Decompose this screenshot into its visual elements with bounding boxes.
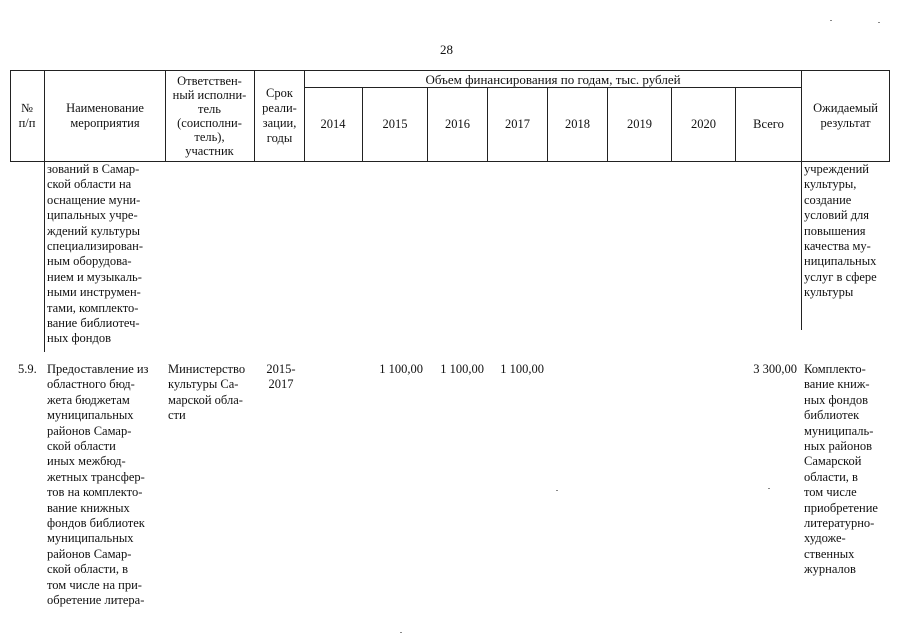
header-year-2017: 2017 <box>505 117 530 131</box>
header-term: Срок реали- зации, годы <box>262 86 297 145</box>
row-2-responsible: Министерство культуры Са- марской обла- сти <box>168 362 246 423</box>
row-2-term: 2015- 2017 <box>266 362 296 392</box>
row-2-result: Комплекто- вание книж- ных фондов библиотек муниципаль- ных районов Самарской области, в том числе приобретение литературно- художе- ственных журналов <box>804 362 878 577</box>
row-1-name: зований в Самар- ской области на оснащение муни- ципальных учре- ждений культуры специализирован- ным оборудова- нием и музыкаль- ными инструмен- тами, комплекто- вание библиотеч- ных фондов <box>47 162 144 346</box>
row-2-value-total: 3 300,00 <box>753 362 797 376</box>
scan-speck <box>768 488 770 489</box>
header-total: Всего <box>753 117 784 131</box>
scan-speck <box>400 632 402 633</box>
scan-speck <box>556 490 558 491</box>
header-year-2015: 2015 <box>382 117 408 131</box>
row-2-num: 5.9. <box>18 362 37 376</box>
row-1-result: учреждений культуры, создание условий для повышения качества му- ниципальных услуг в сфере культуры <box>804 162 877 300</box>
header-name: Наименование мероприятия <box>66 101 144 130</box>
row-2-value-2017: 1 100,00 <box>500 362 544 376</box>
header-responsible: Ответствен- ный исполни- тель (соисполни- тель), участник <box>172 74 247 158</box>
header-financing: Объем финансирования по годам, тыс. рублей <box>425 71 681 87</box>
header-year-2019: 2019 <box>627 117 652 131</box>
row-2-name: Предоставление из областного бюд- жета бюджетам муниципальных районов Самар- ской области иных межбюд- жетных трансфер- тов на комплекто- вание книжных фондов библиотек муниципальных районов Самар- ской области, в том числе на при- обретение литера- <box>47 362 149 608</box>
scan-speck <box>878 22 880 23</box>
page-number: 28 <box>440 42 453 57</box>
header-year-2014: 2014 <box>320 117 346 131</box>
row-2-value-2015: 1 100,00 <box>379 362 423 376</box>
header-num: № п/п <box>18 101 36 130</box>
header-result: Ожидаемый результат <box>813 101 878 130</box>
scan-speck <box>830 20 832 21</box>
header-year-2016: 2016 <box>445 117 470 131</box>
col-border-right <box>889 70 890 162</box>
header-year-2020: 2020 <box>691 117 716 131</box>
row-2-value-2016: 1 100,00 <box>440 362 484 376</box>
header-year-2018: 2018 <box>565 117 590 131</box>
